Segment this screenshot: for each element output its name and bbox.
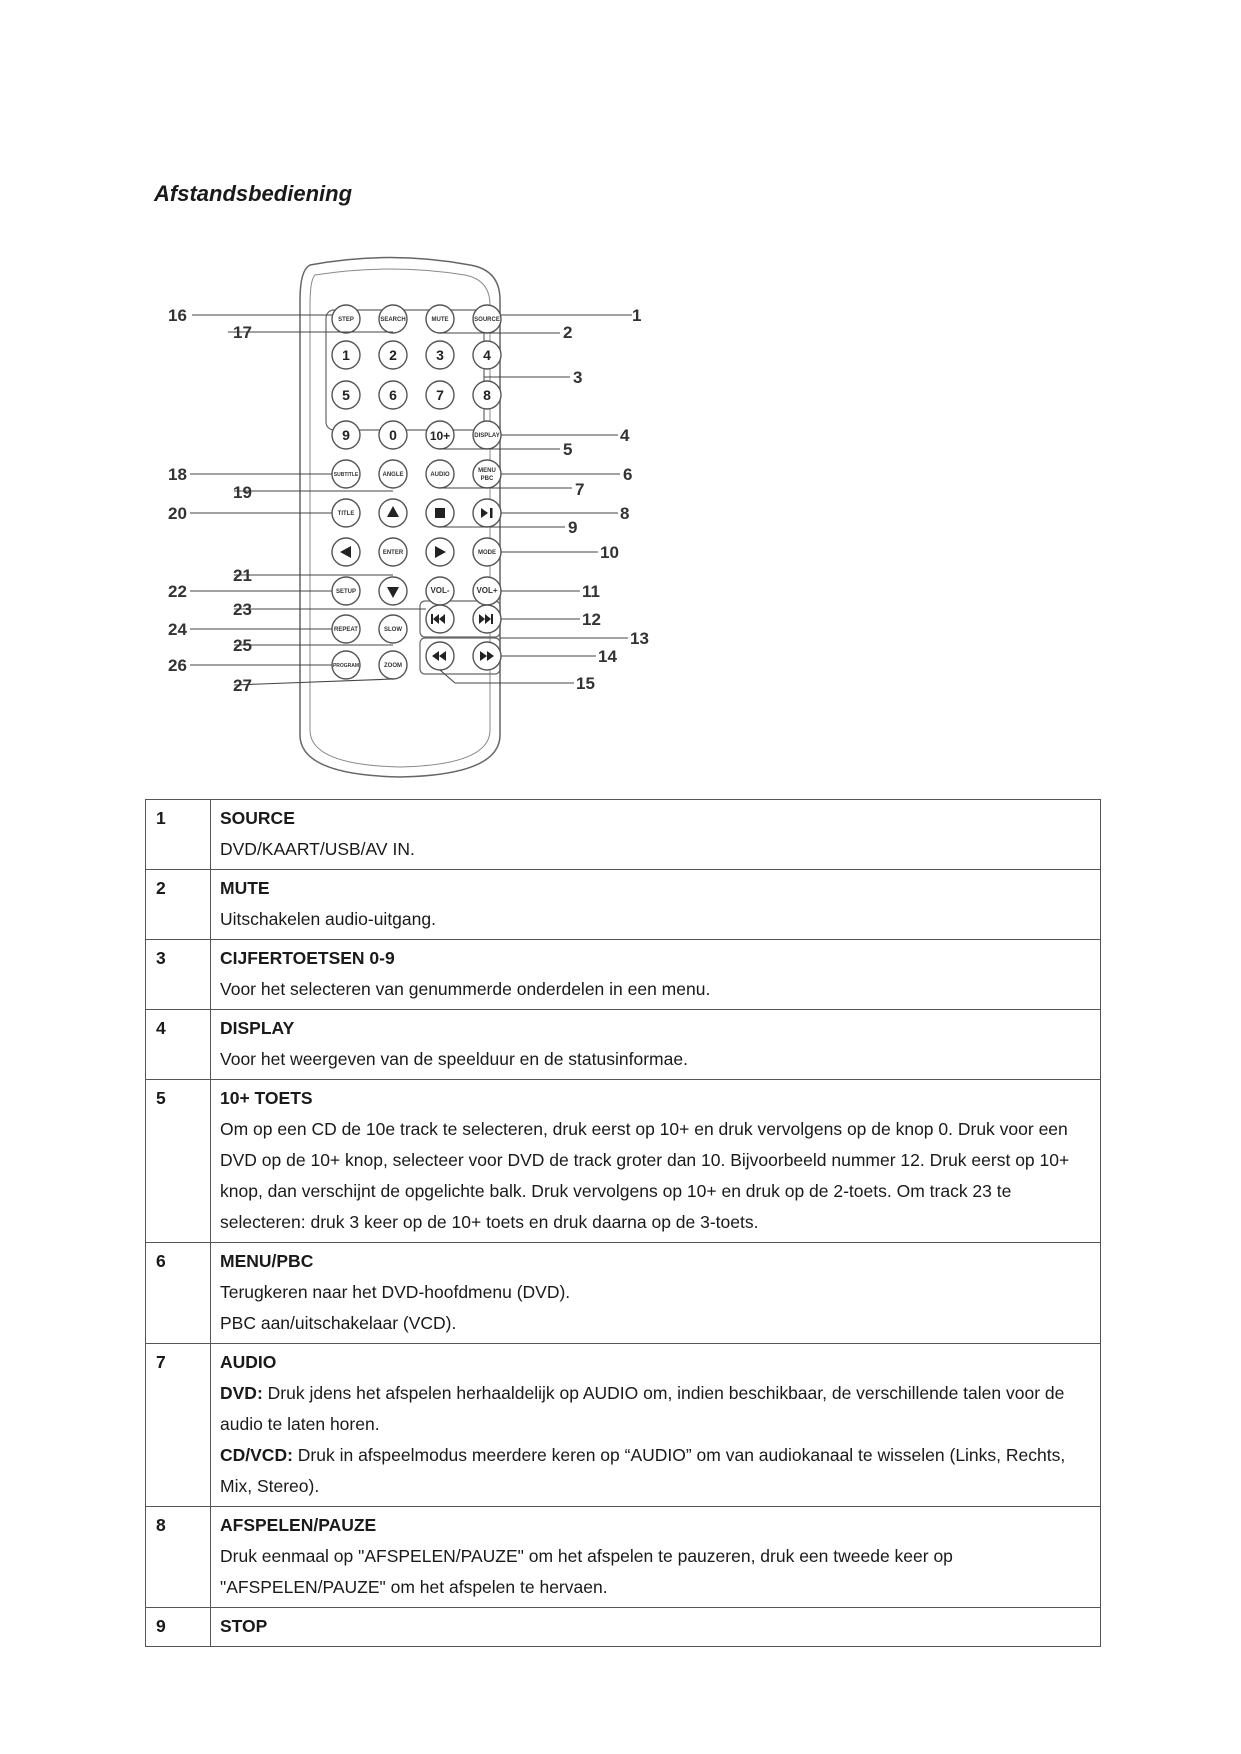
svg-text:9: 9 xyxy=(342,427,350,443)
svg-text:PBC: PBC xyxy=(480,476,494,482)
svg-text:SLOW: SLOW xyxy=(384,627,402,633)
callout-18: 18 xyxy=(168,465,187,484)
subtitle-button[interactable] xyxy=(332,460,360,488)
svg-text:SUBTITLE: SUBTITLE xyxy=(333,472,359,478)
row-text xyxy=(220,1378,1092,1440)
number-7-button[interactable] xyxy=(426,381,454,409)
table-row xyxy=(146,1507,1101,1608)
row-title: AUDIO xyxy=(220,1352,277,1372)
callout-22: 22 xyxy=(168,582,187,601)
menu-pbc-button[interactable] xyxy=(473,460,501,488)
svg-text:ZOOM: ZOOM xyxy=(384,663,402,669)
row-content xyxy=(211,1080,1101,1243)
callout-8: 8 xyxy=(620,504,630,523)
row-text: Terugkeren naar het DVD-hoofdmenu (DVD). xyxy=(220,1282,571,1302)
row-text: Druk eenmaal op "AFSPELEN/PAUZE" om het afspelen te pauzeren, druk een tweede keer op "AFSPELEN/PAUZE" om het afspelen te hervaen. xyxy=(220,1546,953,1597)
callout-7: 7 xyxy=(575,480,585,499)
source-button[interactable] xyxy=(473,305,501,333)
svg-text:8: 8 xyxy=(483,387,491,403)
row-text: PBC aan/uitschakelaar (VCD). xyxy=(220,1313,457,1333)
row-number: 6 xyxy=(146,1243,211,1344)
row-text: Voor het weergeven van de speelduur en de statusinformae. xyxy=(220,1049,688,1069)
callout-26: 26 xyxy=(168,656,187,675)
svg-text:4: 4 xyxy=(483,347,491,363)
callout-6: 6 xyxy=(623,465,633,484)
svg-text:VOL-: VOL- xyxy=(430,586,450,595)
number-6-button[interactable] xyxy=(379,381,407,409)
callout-9: 9 xyxy=(568,518,578,537)
svg-text:5: 5 xyxy=(342,387,350,403)
svg-text:7: 7 xyxy=(436,387,444,403)
svg-text:SETUP: SETUP xyxy=(335,589,357,595)
audio-button[interactable] xyxy=(426,460,454,488)
page-title: Afstandsbediening xyxy=(154,181,353,206)
row-number: 8 xyxy=(146,1507,211,1608)
callout-2: 2 xyxy=(563,323,573,342)
number-9-button[interactable] xyxy=(332,421,360,449)
callout-13: 13 xyxy=(630,629,649,648)
callout-10: 10 xyxy=(600,543,619,562)
row-number: 9 xyxy=(146,1608,211,1647)
callout-4: 4 xyxy=(620,426,630,445)
callout-27: 27 xyxy=(233,676,252,695)
callout-24: 24 xyxy=(168,620,187,639)
svg-text:MUTE: MUTE xyxy=(431,317,449,323)
callout-23: 23 xyxy=(233,600,252,619)
dvd-lead: DVD: xyxy=(220,1383,263,1403)
number-0-button[interactable] xyxy=(379,421,407,449)
slow-button[interactable] xyxy=(379,615,407,643)
svg-text:ENTER: ENTER xyxy=(382,550,404,556)
callout-19: 19 xyxy=(233,483,252,502)
table-row xyxy=(146,1243,1101,1344)
row-title: MUTE xyxy=(220,878,270,898)
callout-20: 20 xyxy=(168,504,187,523)
title-button[interactable] xyxy=(332,499,360,527)
svg-text:3: 3 xyxy=(436,347,444,363)
row-number: 2 xyxy=(146,870,211,940)
number-5-button[interactable] xyxy=(332,381,360,409)
row-content xyxy=(211,800,1101,870)
row-text: Uitschakelen audio-uitgang. xyxy=(220,909,436,929)
row-text xyxy=(220,1440,1092,1502)
table-row xyxy=(146,1608,1101,1647)
remote-control-diagram xyxy=(150,255,710,785)
svg-text:REPEAT: REPEAT xyxy=(334,627,358,633)
row-content xyxy=(211,1608,1101,1647)
mode-button[interactable] xyxy=(473,538,501,566)
svg-text:1: 1 xyxy=(342,347,350,363)
fast-forward-button[interactable] xyxy=(473,642,501,670)
svg-text:VOL+: VOL+ xyxy=(476,586,498,595)
play-pause-button[interactable] xyxy=(473,499,501,527)
row-content xyxy=(211,1243,1101,1344)
svg-text:MENU: MENU xyxy=(478,468,496,474)
table-row xyxy=(146,800,1101,870)
enter-button[interactable] xyxy=(379,538,407,566)
up-arrow-button[interactable] xyxy=(379,499,407,527)
rewind-button[interactable] xyxy=(426,642,454,670)
svg-text:TITLE: TITLE xyxy=(337,511,355,517)
right-arrow-button[interactable] xyxy=(426,538,454,566)
mute-button[interactable] xyxy=(426,305,454,333)
previous-button[interactable] xyxy=(426,605,454,633)
row-number: 1 xyxy=(146,800,211,870)
table-row xyxy=(146,1344,1101,1507)
zoom-button[interactable] xyxy=(379,651,407,679)
svg-text:AUDIO: AUDIO xyxy=(430,472,450,478)
row-number: 3 xyxy=(146,940,211,1010)
left-arrow-button[interactable] xyxy=(332,538,360,566)
cd-vcd-lead: CD/VCD: xyxy=(220,1445,293,1465)
svg-text:MODE: MODE xyxy=(478,550,496,556)
row-number: 4 xyxy=(146,1010,211,1080)
row-content xyxy=(211,1010,1101,1080)
callout-12: 12 xyxy=(582,610,601,629)
row-title: MENU/PBC xyxy=(220,1251,314,1271)
row-content xyxy=(211,870,1101,940)
row-title: 10+ TOETS xyxy=(220,1088,313,1108)
row-content xyxy=(211,940,1101,1010)
callout-21: 21 xyxy=(233,566,252,585)
callout-11: 11 xyxy=(582,582,600,601)
row-title: AFSPELEN/PAUZE xyxy=(220,1515,377,1535)
step-button[interactable] xyxy=(332,305,360,333)
svg-text:2: 2 xyxy=(389,347,397,363)
ten-plus-button[interactable] xyxy=(426,421,454,449)
table-row xyxy=(146,1010,1101,1080)
display-button[interactable] xyxy=(473,421,501,449)
row-text: Voor het selecteren van genummerde onderdelen in een menu. xyxy=(220,979,711,999)
number-2-button[interactable] xyxy=(379,341,407,369)
number-4-button[interactable] xyxy=(473,341,501,369)
angle-button[interactable] xyxy=(379,460,407,488)
callout-16: 16 xyxy=(168,306,187,325)
svg-text:SEARCH: SEARCH xyxy=(380,317,406,323)
vol-minus-button[interactable] xyxy=(426,577,454,605)
row-title: SOURCE xyxy=(220,808,295,828)
row-number: 5 xyxy=(146,1080,211,1243)
down-arrow-button[interactable] xyxy=(379,577,407,605)
svg-text:0: 0 xyxy=(389,427,397,443)
svg-text:PROGRAM: PROGRAM xyxy=(332,663,360,669)
table-row xyxy=(146,870,1101,940)
callout-1: 1 xyxy=(632,306,642,325)
callout-3: 3 xyxy=(573,368,583,387)
row-content xyxy=(211,1344,1101,1507)
vol-plus-button[interactable] xyxy=(473,577,501,605)
setup-button[interactable] xyxy=(332,577,360,605)
search-button[interactable] xyxy=(379,305,407,333)
stop-button[interactable] xyxy=(426,499,454,527)
svg-text:STEP: STEP xyxy=(338,317,354,323)
callout-25: 25 xyxy=(233,636,252,655)
callout-14: 14 xyxy=(598,647,617,666)
row-title: CIJFERTOETSEN 0-9 xyxy=(220,948,395,968)
number-8-button[interactable] xyxy=(473,381,501,409)
program-button[interactable] xyxy=(332,651,360,679)
callout-17: 17 xyxy=(233,323,252,342)
button-description-table xyxy=(145,799,1101,1647)
table-row xyxy=(146,940,1101,1010)
svg-text:ANGLE: ANGLE xyxy=(382,472,404,478)
row-text: Om op een CD de 10e track te selecteren, druk eerst op 10+ en druk vervolgens op de knop 0. Druk voor een DVD op de 10+ knop, selecteer voor DVD de track groter dan 10. Bijvoorbeeld nummer 12. Druk eerst op 10+ knop, dan verschijnt de opgelichte balk. Druk vervolgens op 10+ en druk op de 2-toets. Om track 23 te selecteren: druk 3 keer op de 10+ toets en druk daarna op de 3-toets. xyxy=(220,1119,1070,1232)
cd-vcd-text: Druk in afspeelmodus meerdere keren op “AUDIO” om van audiokanaal te wisselen (Links, Rechts, Mix, Stereo). xyxy=(220,1445,1066,1496)
row-text: DVD/KAART/USB/AV IN. xyxy=(220,839,415,859)
row-number: 7 xyxy=(146,1344,211,1507)
callout-5: 5 xyxy=(563,440,573,459)
number-3-button[interactable] xyxy=(426,341,454,369)
next-button[interactable] xyxy=(473,605,501,633)
table-row xyxy=(146,1080,1101,1243)
row-title: DISPLAY xyxy=(220,1018,295,1038)
row-content xyxy=(211,1507,1101,1608)
svg-text:10+: 10+ xyxy=(429,429,451,443)
row-title: STOP xyxy=(220,1616,268,1636)
callout-15: 15 xyxy=(576,674,595,693)
svg-text:SOURCE: SOURCE xyxy=(474,317,500,323)
dvd-text: Druk jdens het afspelen herhaaldelijk op AUDIO om, indien beschikbaar, de verschillende talen voor de audio te laten horen. xyxy=(220,1383,1065,1434)
svg-text:6: 6 xyxy=(389,387,397,403)
repeat-button[interactable] xyxy=(332,615,360,643)
number-1-button[interactable] xyxy=(332,341,360,369)
svg-text:DISPLAY: DISPLAY xyxy=(474,433,500,439)
